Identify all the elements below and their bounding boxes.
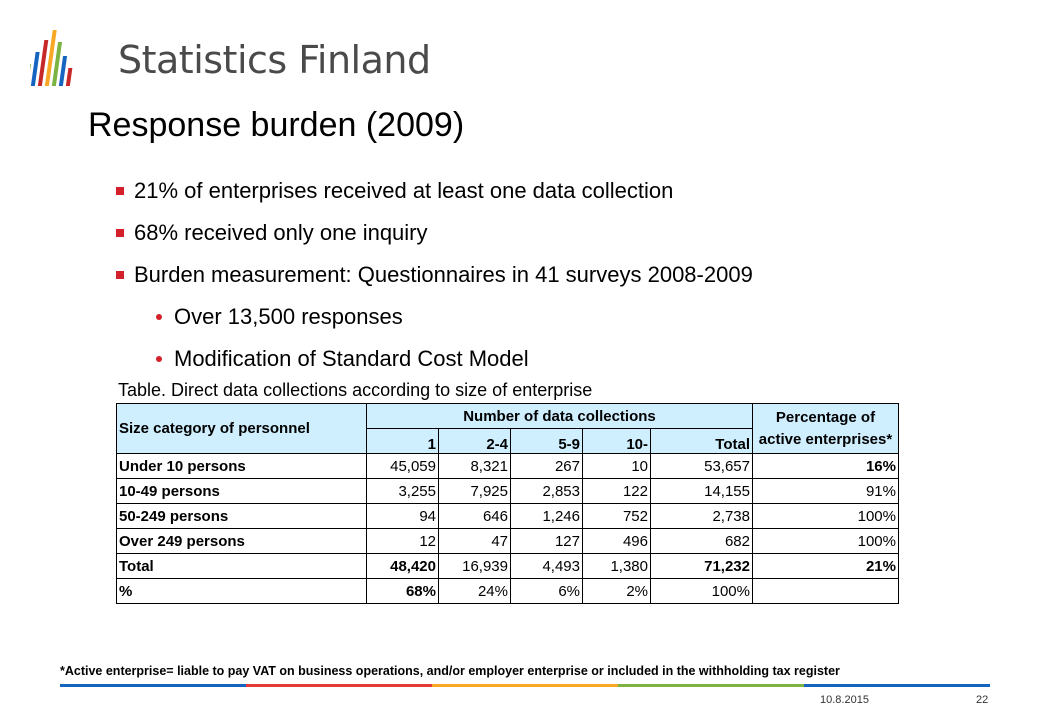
value-cell: 682: [651, 529, 753, 554]
logo-bar: [59, 56, 67, 86]
value-cell: 646: [439, 504, 511, 529]
percentage-cell: [753, 579, 899, 604]
logo-bar: [31, 52, 40, 86]
value-cell: 10: [583, 454, 651, 479]
header-percentage-active: Percentage of active enterprises*: [753, 404, 899, 454]
percentage-cell: 100%: [753, 529, 899, 554]
value-cell: 100%: [651, 579, 753, 604]
table-row: [117, 454, 899, 479]
bullet-item: Modification of Standard Cost Model: [114, 338, 753, 380]
footer-stripe-segment: [432, 684, 618, 687]
value-cell: 24%: [439, 579, 511, 604]
row-label: 50-249 persons: [117, 504, 367, 529]
value-cell: 7,925: [439, 479, 511, 504]
value-cell: 6%: [511, 579, 583, 604]
value-cell: 8,321: [439, 454, 511, 479]
footer-stripe-segment: [804, 684, 990, 687]
logo-bars-icon: [30, 28, 82, 88]
footer-stripe-segment: [60, 684, 246, 687]
subheader-cell: 1: [367, 429, 439, 454]
value-cell: 496: [583, 529, 651, 554]
table-row: [117, 554, 899, 579]
value-cell: 45,059: [367, 454, 439, 479]
table-row: [117, 579, 899, 604]
logo-bar: [30, 64, 31, 86]
page-number: 22: [976, 694, 989, 706]
footer-color-stripe: [60, 684, 990, 687]
row-label: 10-49 persons: [117, 479, 367, 504]
subheader-cell: 5-9: [511, 429, 583, 454]
subheader-cell: Total: [651, 429, 753, 454]
data-collections-table: [116, 403, 899, 604]
bullet-item: 68% received only one inquiry: [114, 212, 753, 254]
percentage-cell: 91%: [753, 479, 899, 504]
value-cell: 48,420: [367, 554, 439, 579]
value-cell: 1,380: [583, 554, 651, 579]
percentage-cell: 21%: [753, 554, 899, 579]
footer-date: 10.8.2015: [820, 694, 869, 706]
value-cell: 16,939: [439, 554, 511, 579]
value-cell: 2,853: [511, 479, 583, 504]
slide-title: Response burden (2009): [88, 106, 465, 144]
header-number-of-collections: Number of data collections: [367, 404, 753, 429]
bullet-list: [114, 170, 753, 380]
footer-stripe-segment: [246, 684, 432, 687]
value-cell: 127: [511, 529, 583, 554]
value-cell: 68%: [367, 579, 439, 604]
value-cell: 4,493: [511, 554, 583, 579]
value-cell: 2,738: [651, 504, 753, 529]
subheader-cell: 10-: [583, 429, 651, 454]
value-cell: 752: [583, 504, 651, 529]
bullet-item: Over 13,500 responses: [114, 296, 753, 338]
subheader-cell: 2-4: [439, 429, 511, 454]
header-size-category: Size category of personnel: [117, 404, 367, 454]
table-row: [117, 529, 899, 554]
bullet-item: Burden measurement: Questionnaires in 41 surveys 2008-2009: [114, 254, 753, 296]
percentage-cell: 100%: [753, 504, 899, 529]
value-cell: 47: [439, 529, 511, 554]
value-cell: 1,246: [511, 504, 583, 529]
table-row: [117, 479, 899, 504]
value-cell: 53,657: [651, 454, 753, 479]
logo-text: Statistics Finland: [118, 38, 431, 82]
row-label: Over 249 persons: [117, 529, 367, 554]
statistics-finland-logo: [30, 28, 431, 88]
footnote: *Active enterprise= liable to pay VAT on business operations, and/or employer enterprise or included in the withholding tax register: [60, 664, 840, 678]
value-cell: 2%: [583, 579, 651, 604]
percentage-cell: 16%: [753, 454, 899, 479]
value-cell: 12: [367, 529, 439, 554]
table-row: [117, 504, 899, 529]
footer-stripe-segment: [618, 684, 804, 687]
row-label: %: [117, 579, 367, 604]
value-cell: 71,232: [651, 554, 753, 579]
value-cell: 94: [367, 504, 439, 529]
row-label: Total: [117, 554, 367, 579]
row-label: Under 10 persons: [117, 454, 367, 479]
value-cell: 3,255: [367, 479, 439, 504]
value-cell: 267: [511, 454, 583, 479]
table-caption: Table. Direct data collections according to size of enterprise: [118, 380, 593, 400]
bullet-item: 21% of enterprises received at least one data collection: [114, 170, 753, 212]
value-cell: 14,155: [651, 479, 753, 504]
logo-bar: [66, 68, 73, 86]
value-cell: 122: [583, 479, 651, 504]
